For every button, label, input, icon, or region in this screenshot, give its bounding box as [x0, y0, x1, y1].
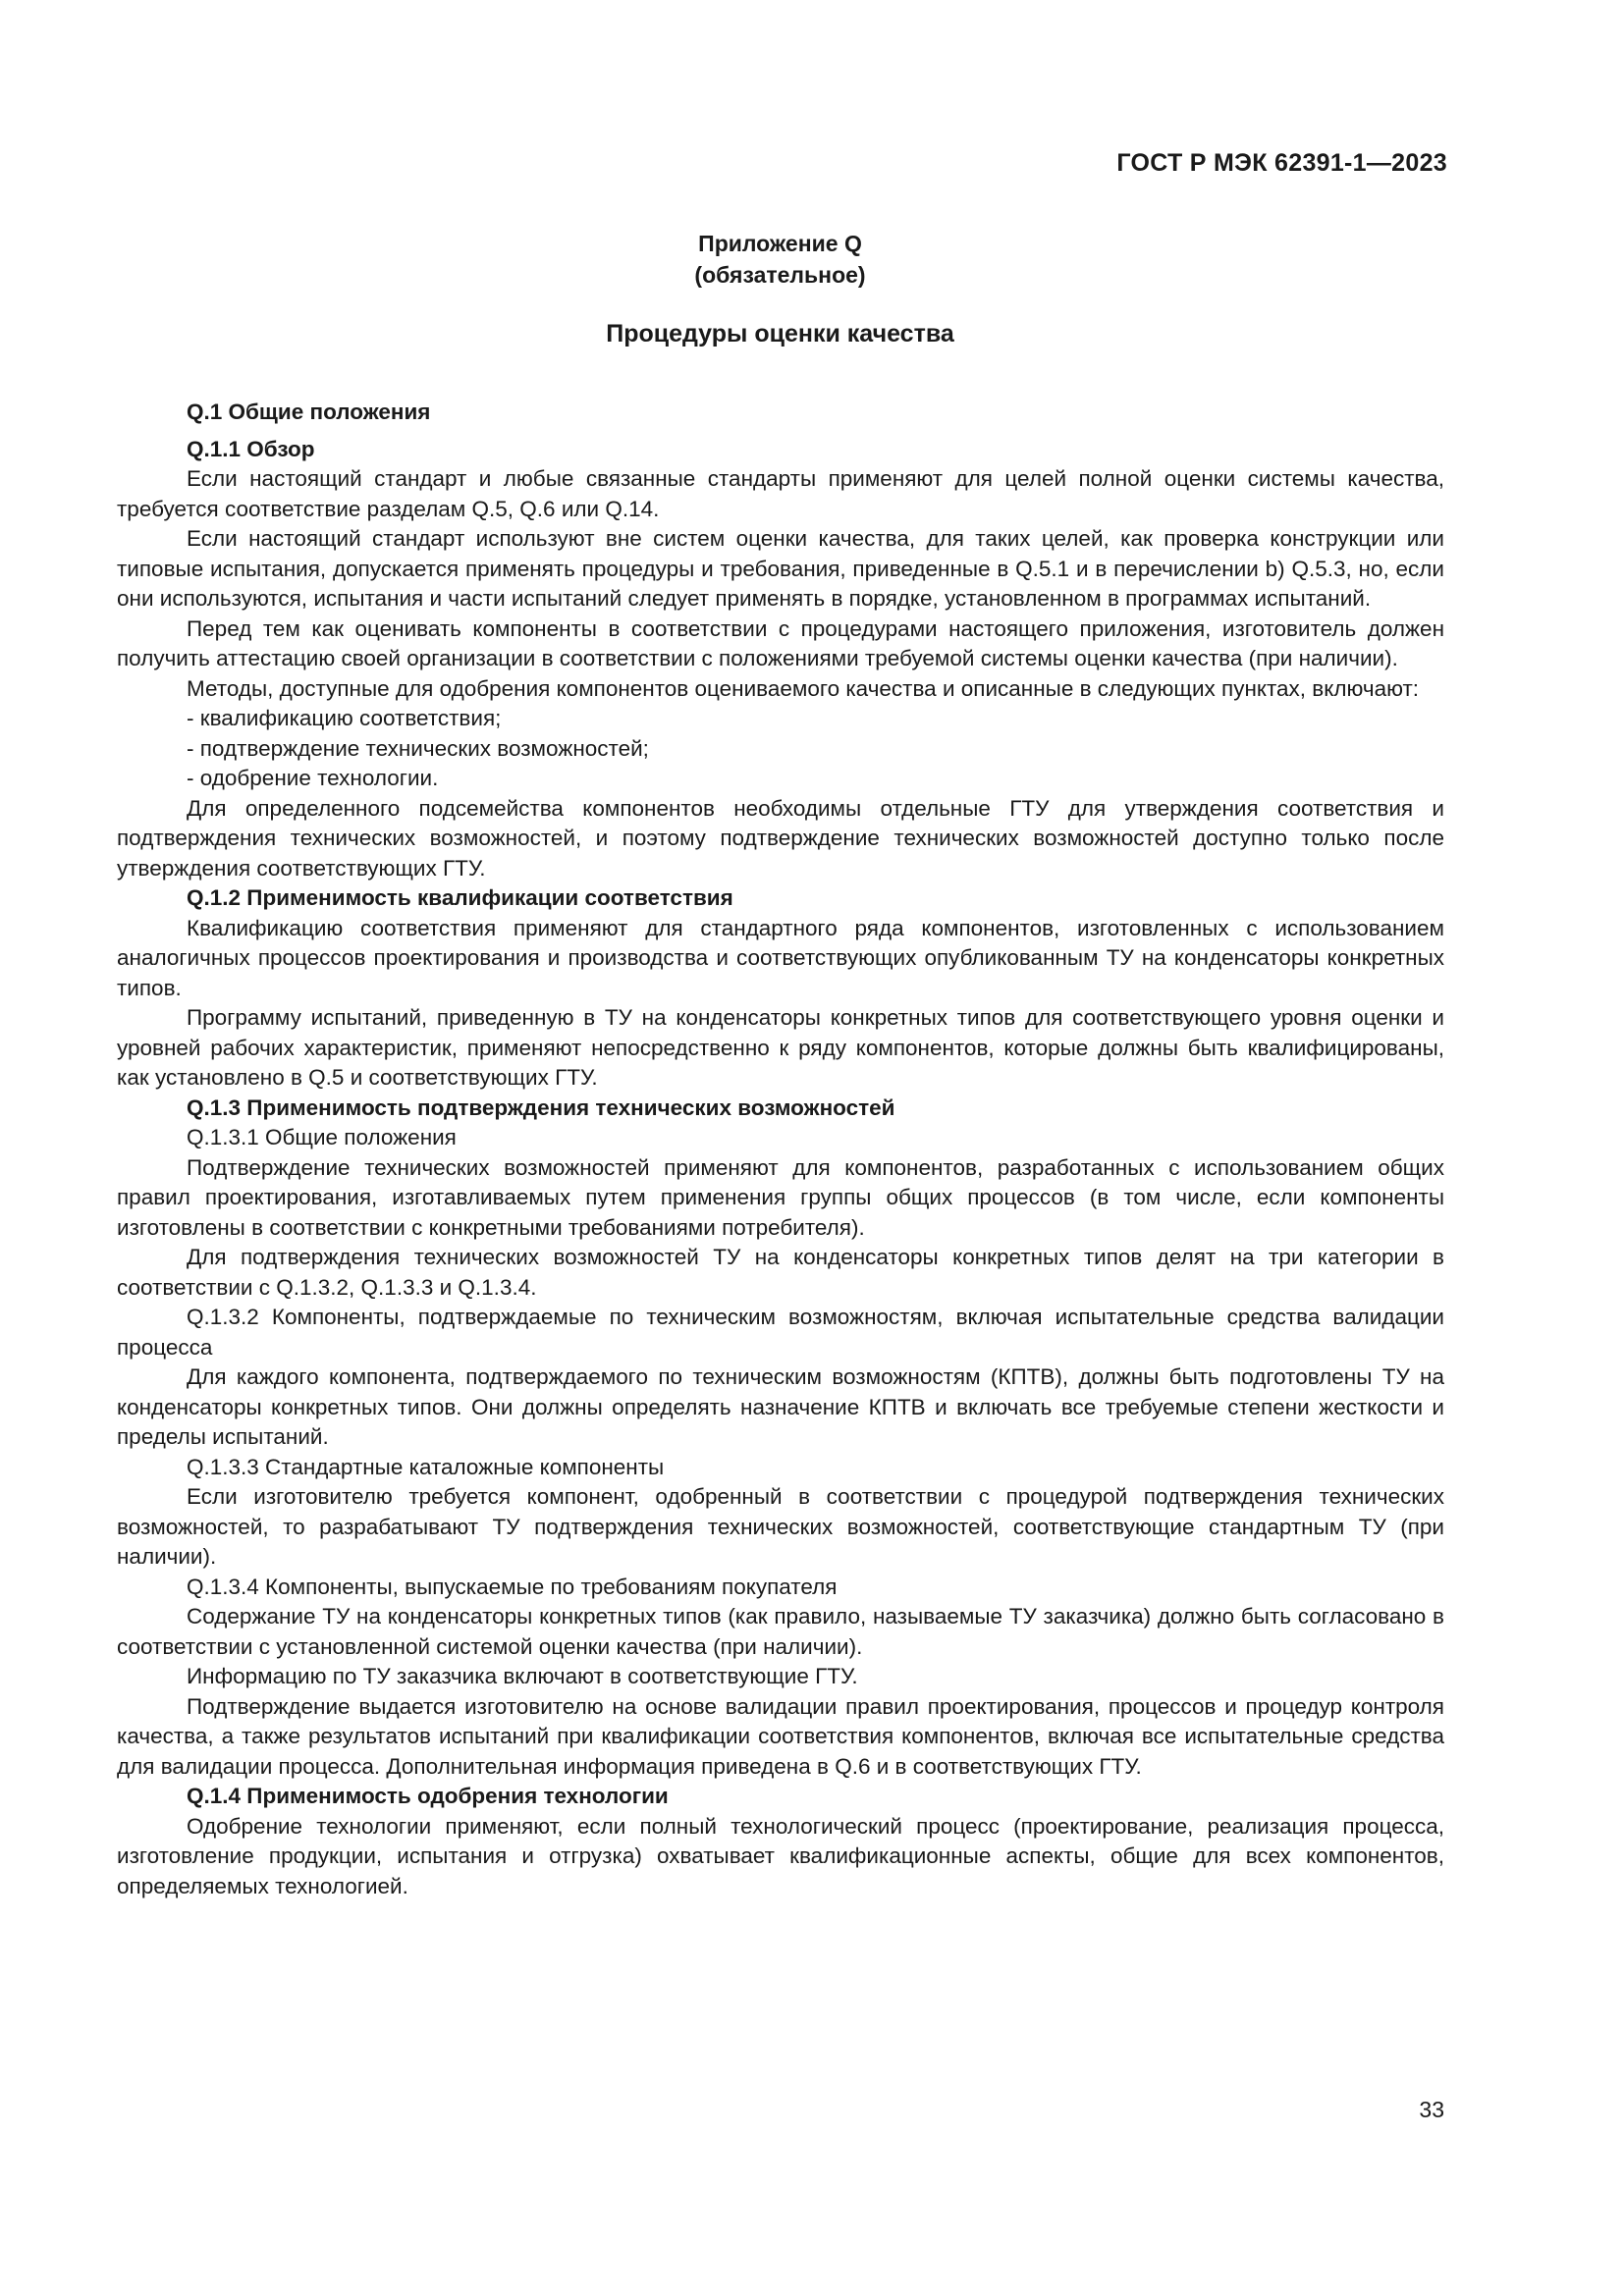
paragraph: Для подтверждения технических возможностей ТУ на конденсаторы конкретных типов делят на три категории в соответствии с Q.1.3.2, Q.1.3.3 и Q.1.3.4. [117, 1245, 1444, 1300]
page-number: 33 [1419, 2097, 1444, 2122]
list-item: - подтверждение технических возможностей; [187, 735, 649, 761]
subsection-heading-q131: Q.1.3.1 Общие положения [187, 1125, 457, 1149]
subsection-heading-q134: Q.1.3.4 Компоненты, выпускаемые по требованиям покупателя [187, 1574, 838, 1599]
paragraph: Подтверждение выдается изготовителю на основе валидации правил проектирования, процессов и процедур контроля качества, а также результатов испытаний при квалификации соответствия компонентов, включая все испытательные средства для валидации процесса. Дополнительная информация приведена в Q.6 и в соответствующих ГТУ. [117, 1693, 1444, 1779]
paragraph: Квалификацию соответствия применяют для стандартного ряда компонентов, изготовленных с использованием аналогичных процессов проектирования и производства и соответствующих опубликованным ТУ на конденсаторы конкретных типов. [117, 915, 1444, 1000]
annex-heading [0, 228, 1560, 291]
paragraph: Подтверждение технических возможностей применяют для компонентов, разработанных с использованием общих правил проектирования, изготавливаемых путем применения группы общих процессов (в том числе, если компоненты изготовлены в соответствии с конкретными требованиями потребителя). [117, 1154, 1444, 1240]
paragraph: Одобрение технологии применяют, если полный технологический процесс (проектирование, реализация процесса, изготовление продукции, испытания и отгрузка) охватывает квалификационные аспекты, общие для всех компонентов, определяемых технологией. [117, 1813, 1444, 1898]
list-item: - квалификацию соответствия; [187, 706, 502, 730]
paragraph: Методы, доступные для одобрения компонентов оцениваемого качества и описанные в следующих пунктах, включают: [187, 675, 1420, 701]
paragraph: Информацию по ТУ заказчика включают в соответствующие ГТУ. [187, 1664, 858, 1688]
paragraph: Если настоящий стандарт и любые связанные стандарты применяют для целей полной оценки системы качества, требуется соответствие разделам Q.5, Q.6 или Q.14. [117, 466, 1444, 521]
paragraph: Если настоящий стандарт используют вне систем оценки качества, для таких целей, как проверка конструкции или типовые испытания, допускается применять процедуры и требования, приведенные в Q.5.1 и в перечислении b) Q.5.3, но, если они используются, испытания и части испытаний следует применять в порядке, установленном в программах испытаний. [117, 526, 1444, 611]
section-heading-q1: Q.1 Общие положения [187, 400, 431, 424]
subsection-heading-q132: Q.1.3.2 Компоненты, подтверждаемые по техническим возможностям, включая испытательные средства валидации процесса [117, 1305, 1444, 1360]
paragraph: Перед тем как оценивать компоненты в соответствии с процедурами настоящего приложения, изготовитель должен получить аттестацию своей организации в соответствии с положениями требуемой системы оценки качества (при наличии). [117, 615, 1444, 670]
paragraph: Программу испытаний, приведенную в ТУ на конденсаторы конкретных типов для соответствующего уровня оценки и уровней рабочих характеристик, применяют непосредственно к ряду компонентов, которые должны быть квалифицированы, как установлено в Q.5 и соответствующих ГТУ. [117, 1005, 1444, 1090]
annex-title: Процедуры оценки качества [606, 320, 954, 347]
paragraph: Для определенного подсемейства компонентов необходимы отдельные ГТУ для утверждения соответствия и подтверждения технических возможностей, и поэтому подтверждение технических возможностей доступно только после утверждения соответствующих ГТУ. [117, 795, 1444, 881]
section-heading-q14: Q.1.4 Применимость одобрения технологии [187, 1784, 669, 1808]
annex-label: Приложение Q [698, 231, 862, 256]
paragraph: Содержание ТУ на конденсаторы конкретных типов (как правило, называемые ТУ заказчика) должно быть согласовано в соответствии с установленной системой оценки качества (при наличии). [117, 1604, 1444, 1659]
subsection-heading-q133: Q.1.3.3 Стандартные каталожные компоненты [187, 1454, 665, 1479]
annex-status: (обязательное) [694, 262, 866, 288]
section-heading-q13: Q.1.3 Применимость подтверждения технических возможностей [187, 1095, 895, 1120]
standard-code: ГОСТ Р МЭК 62391-1—2023 [1116, 149, 1447, 177]
section-heading-q12: Q.1.2 Применимость квалификации соответствия [187, 885, 733, 910]
list-item: - одобрение технологии. [187, 766, 439, 790]
section-heading-q11: Q.1.1 Обзор [187, 436, 315, 461]
paragraph: Для каждого компонента, подтверждаемого по техническим возможностям (КПТВ), должны быть подготовлены ТУ на конденсаторы конкретных типов. Они должны определять назначение КПТВ и включать все требуемые степени жесткости и пределы испытаний. [117, 1364, 1444, 1449]
paragraph: Если изготовителю требуется компонент, одобренный в соответствии с процедурой подтверждения технических возможностей, то разрабатывают ТУ подтверждения технических возможностей, соответствующие стандартным ТУ (при наличии). [117, 1484, 1444, 1569]
document-body [117, 398, 1444, 1901]
